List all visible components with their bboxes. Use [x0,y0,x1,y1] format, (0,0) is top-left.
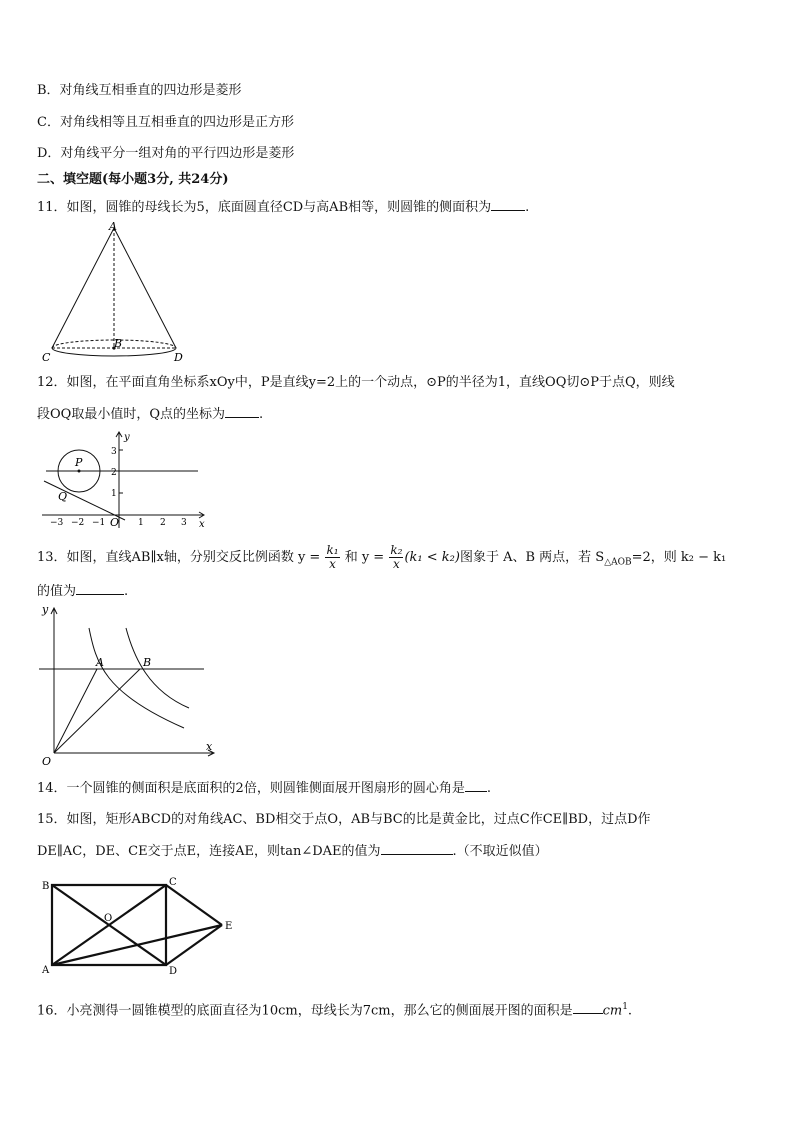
q16-unit-sup: 1 [622,1002,628,1012]
tick-x1: 1 [138,518,144,528]
q16-unit: cm [602,1003,623,1019]
point-e-label: E [225,921,233,932]
y-axis-label: y [42,603,49,616]
question-13-line2 [37,582,128,601]
question-15-line1: 15．如图，矩形ABCD的对角线AC、BD相交于点O，AB与BC的比是黄金比，过点C作CE∥BD，过点D作 [37,812,651,827]
q13-post2: =2，则 k₂ − k₁ [631,550,727,565]
tick-y3: 3 [111,447,117,457]
point-b-label: B [42,881,50,892]
answer-blank [491,198,525,211]
q11-text: 11．如图，圆锥的母线长为5，底面圆直径CD与高AB相等，则圆锥的侧面积为 [37,200,492,215]
point-q-label: Q [58,490,68,503]
question-12-line1: 12．如图，在平面直角坐标系xOy中，P是直线y=2上的一个动点，⊙P的半径为1，直线OQ切⊙P于点Q，则线 [37,375,675,390]
question-11 [37,198,529,217]
q12-end: . [258,407,264,422]
tick-y2: 2 [111,468,117,478]
question-15-line2 [37,842,548,861]
q14-end: . [486,781,491,796]
hyperbola-figure [34,603,224,768]
option-b: B．对角线互相垂直的四边形是菱形 [37,83,242,98]
tick-xm2: −2 [71,518,85,528]
answer-blank [76,582,124,595]
answer-blank [573,1001,603,1014]
origin-label: O [110,516,120,529]
point-o-label: O [104,913,113,924]
tick-x2: 2 [160,518,166,528]
q13-end: . [124,584,129,599]
option-d: D．对角线平分一组对角的平行四边形是菱形 [37,146,295,161]
question-12-line2 [37,405,263,424]
point-b-label: B [114,337,123,350]
question-14 [37,779,491,798]
rectangle-figure [38,873,238,978]
question-16 [37,998,632,1020]
answer-blank [465,779,487,792]
y-axis-label: y [124,432,130,443]
question-13-line1 [37,544,726,577]
origin-label: O [42,755,52,768]
q11-end: . [525,200,530,215]
coordinate-figure [38,428,218,530]
answer-blank [225,405,259,418]
option-c: C．对角线相等且互相垂直的四边形是正方形 [37,115,294,130]
point-b-label: B [143,656,152,669]
x-axis-label: x [199,519,205,530]
q13-post: 图象于 A、B 两点，若 S [459,550,605,565]
tick-x3: 3 [181,518,187,528]
q16-text: 16．小亮测得一圆锥模型的底面直径为10cm，母线长为7cm，那么它的侧面展开图的面积是 [37,1003,573,1019]
q14-text: 14．一个圆锥的侧面积是底面积的2倍，则圆锥侧面展开图扇形的圆心角是 [37,781,465,796]
fraction-k2-over-x [389,544,403,571]
point-c-label: C [169,877,177,888]
tick-y1: 1 [111,489,117,499]
q13-condition: (k₁ < k₂) [404,550,460,565]
area-subscript: △AOB [604,557,632,568]
denominator-x: x [393,557,400,571]
point-c-label: C [42,351,51,364]
q13-line2-text: 的值为 [37,584,77,599]
point-a-label: A [96,656,104,669]
numerator-k2: k₂ [390,543,403,557]
tick-xm1: −1 [92,518,106,528]
q12-text: 段OQ取最小值时，Q点的坐标为 [37,407,225,422]
q13-mid: 和 y = [344,550,385,565]
point-p-label: P [75,456,83,469]
numerator-k1: k₁ [326,543,339,557]
answer-blank [381,842,453,855]
point-a-label: A [109,220,117,233]
q13-pre: 13．如图，直线AB∥x轴，分别交反比例函数 y = [37,550,321,565]
fraction-k1-over-x [325,544,339,571]
point-a-label: A [42,965,50,976]
tick-xm3: −3 [50,518,64,528]
point-d-label: D [174,351,183,364]
denominator-x: x [329,557,336,571]
section-title: 二、填空题(每小题3分, 共24分) [37,172,229,187]
point-d-label: D [169,966,178,977]
cone-figure [36,218,196,368]
q15-end: .（不取近似值） [452,844,548,859]
q15-text: DE∥AC，DE、CE交于点E，连接AE，则tan∠DAE的值为 [37,844,381,859]
x-axis-label: x [206,740,213,753]
q16-end: . [627,1003,633,1019]
